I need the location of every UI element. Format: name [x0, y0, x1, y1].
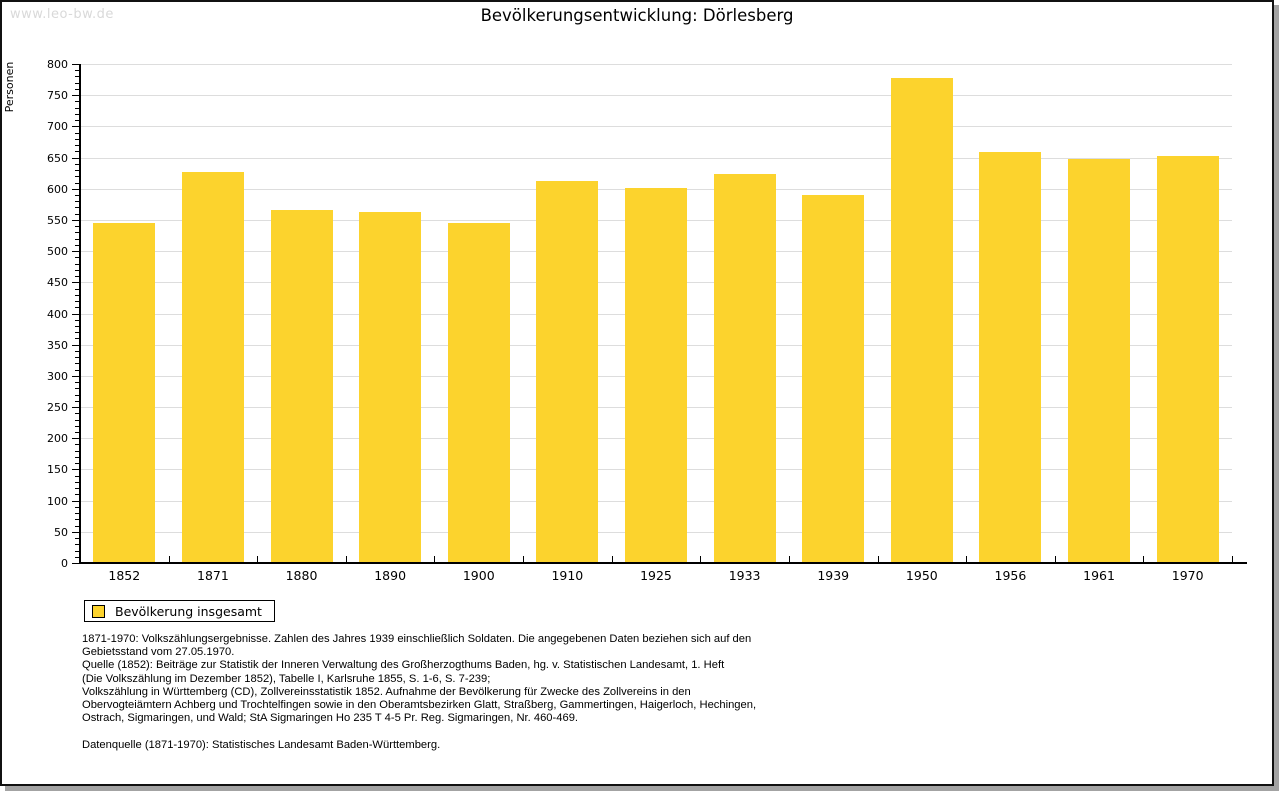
- y-minor-tick: [75, 83, 80, 84]
- x-tick-label: 1871: [197, 568, 229, 583]
- y-tick-label: 550: [47, 213, 68, 227]
- bar-1933: [714, 174, 776, 563]
- y-tick-label: 600: [47, 182, 68, 196]
- y-minor-tick: [75, 276, 80, 277]
- y-minor-tick: [75, 463, 80, 464]
- y-minor-tick: [75, 332, 80, 333]
- bar-1900: [448, 223, 510, 563]
- legend-label: Bevölkerung insgesamt: [115, 603, 262, 619]
- footnote-line: [82, 725, 756, 738]
- x-tick: [1143, 556, 1144, 562]
- bar-1950: [891, 78, 953, 563]
- footnote-line: Ostrach, Sigmaringen, und Wald; StA Sigmaringen Ho 235 T 4-5 Pr. Reg. Sigmaringen, Nr. 460-469.: [82, 712, 579, 725]
- y-minor-tick: [75, 432, 80, 433]
- y-minor-tick: [75, 239, 80, 240]
- x-tick-label: 1880: [285, 568, 318, 583]
- y-minor-tick: [75, 538, 80, 539]
- footnote-line: Quelle (1852): Beiträge zur Statistik der Inneren Verwaltung des Großherzogthums Baden, hg. v. Statistischen Landesamt, 1. Heft: [82, 659, 725, 672]
- bar-1925: [625, 188, 687, 563]
- y-tick-label: 150: [47, 463, 68, 477]
- y-minor-tick: [75, 326, 80, 327]
- gridline: [80, 95, 1232, 96]
- y-minor-tick: [75, 108, 80, 109]
- y-minor-tick: [75, 370, 80, 371]
- y-major-tick: [72, 345, 80, 346]
- y-major-tick: [72, 314, 80, 315]
- footnote-line: Obervogteiämtern Achberg und Trochtelfingen sowie in den Oberamtsbezirken Glatt, Straßberg, Gammertingen, Haigerloch, Hechingen,: [82, 698, 757, 711]
- y-minor-tick: [75, 120, 80, 121]
- footnote-line: 1871-1970: Volkszählungsergebnisse. Zahlen des Jahres 1939 einschließlich Soldaten. Die angegebenen Daten beziehen sich auf den: [82, 633, 752, 645]
- x-tick: [257, 556, 258, 562]
- y-major-tick: [72, 501, 80, 502]
- bar-1970: [1157, 156, 1219, 563]
- y-minor-tick: [75, 289, 80, 290]
- footnotes: [82, 633, 756, 752]
- gridline: [80, 158, 1232, 159]
- y-minor-tick: [75, 476, 80, 477]
- y-minor-tick: [75, 420, 80, 421]
- y-minor-tick: [75, 214, 80, 215]
- y-tick-label: 300: [47, 369, 68, 383]
- y-major-tick: [72, 563, 80, 564]
- footnote-line: (Die Volkszählung im Dezember 1852), Tabelle I, Karlsruhe 1855, S. 1-6, S. 7-239;: [82, 672, 491, 685]
- bar-1871: [182, 172, 244, 563]
- bar-1880: [271, 210, 333, 563]
- y-major-tick: [72, 64, 80, 65]
- x-tick: [1232, 556, 1233, 562]
- x-tick: [1055, 556, 1056, 562]
- y-minor-tick: [75, 76, 80, 77]
- y-minor-tick: [75, 245, 80, 246]
- x-tick: [878, 556, 879, 562]
- y-minor-tick: [75, 114, 80, 115]
- y-tick-label: 0: [61, 557, 68, 570]
- y-tick-label: 800: [47, 58, 68, 71]
- y-minor-tick: [75, 557, 80, 558]
- y-minor-tick: [75, 70, 80, 71]
- y-tick-label: 200: [47, 432, 68, 446]
- y-major-tick: [72, 158, 80, 159]
- x-tick: [346, 556, 347, 562]
- y-minor-tick: [75, 507, 80, 508]
- y-minor-tick: [75, 544, 80, 545]
- y-major-tick: [72, 95, 80, 96]
- y-minor-tick: [75, 270, 80, 271]
- y-minor-tick: [75, 101, 80, 102]
- x-tick: [169, 556, 170, 562]
- bar-1852: [93, 223, 155, 563]
- y-tick-label: 650: [47, 151, 68, 165]
- x-tick-label: 1956: [994, 568, 1027, 583]
- y-minor-tick: [75, 232, 80, 233]
- y-minor-tick: [75, 513, 80, 514]
- y-minor-tick: [75, 413, 80, 414]
- y-minor-tick: [75, 264, 80, 265]
- y-minor-tick: [75, 257, 80, 258]
- y-major-tick: [72, 407, 80, 408]
- y-major-tick: [72, 469, 80, 470]
- x-tick-label: 1961: [1083, 568, 1115, 583]
- x-axis-line: [79, 562, 1247, 564]
- y-major-tick: [72, 282, 80, 283]
- y-axis-title: Personen: [3, 61, 16, 113]
- y-tick-label: 500: [47, 245, 68, 259]
- y-minor-tick: [75, 301, 80, 302]
- y-minor-tick: [75, 451, 80, 452]
- y-major-tick: [72, 376, 80, 377]
- y-minor-tick: [75, 183, 80, 184]
- x-tick-label: 1970: [1171, 568, 1204, 583]
- y-minor-tick: [75, 488, 80, 489]
- x-tick-label: 1939: [817, 568, 850, 583]
- y-major-tick: [72, 438, 80, 439]
- y-minor-tick: [75, 482, 80, 483]
- y-minor-tick: [75, 201, 80, 202]
- y-minor-tick: [75, 363, 80, 364]
- bar-1939: [802, 195, 864, 563]
- y-major-tick: [72, 126, 80, 127]
- bar-1910: [536, 181, 598, 563]
- y-tick-label: 450: [47, 276, 68, 290]
- x-tick: [789, 556, 790, 562]
- y-minor-tick: [75, 145, 80, 146]
- y-major-tick: [72, 220, 80, 221]
- y-minor-tick: [75, 526, 80, 527]
- y-tick-label: 350: [47, 338, 68, 352]
- y-major-tick: [72, 189, 80, 190]
- x-tick-label: 1910: [551, 568, 584, 583]
- watermark: www.leo-bw.de: [10, 7, 114, 22]
- y-minor-tick: [75, 388, 80, 389]
- y-tick-label: 700: [47, 120, 68, 134]
- legend: [84, 600, 275, 622]
- y-minor-tick: [75, 170, 80, 171]
- y-minor-tick: [75, 176, 80, 177]
- y-minor-tick: [75, 357, 80, 358]
- y-minor-tick: [75, 151, 80, 152]
- y-minor-tick: [75, 307, 80, 308]
- y-minor-tick: [75, 195, 80, 196]
- y-minor-tick: [75, 133, 80, 134]
- y-minor-tick: [75, 395, 80, 396]
- y-minor-tick: [75, 320, 80, 321]
- x-tick-label: 1925: [640, 568, 672, 583]
- y-minor-tick: [75, 295, 80, 296]
- y-minor-tick: [75, 207, 80, 208]
- x-tick: [434, 556, 435, 562]
- x-tick-label: 1933: [728, 568, 761, 583]
- y-minor-tick: [75, 401, 80, 402]
- y-minor-tick: [75, 426, 80, 427]
- x-tick: [612, 556, 613, 562]
- bar-1961: [1068, 159, 1130, 563]
- y-major-tick: [72, 532, 80, 533]
- x-tick-label: 1900: [462, 568, 495, 583]
- legend-swatch: [92, 605, 105, 618]
- y-tick-label: 750: [47, 89, 68, 103]
- y-minor-tick: [75, 89, 80, 90]
- y-tick-label: 400: [47, 307, 68, 321]
- y-minor-tick: [75, 551, 80, 552]
- y-minor-tick: [75, 494, 80, 495]
- y-minor-tick: [75, 457, 80, 458]
- bar-1890: [359, 212, 421, 563]
- x-tick-label: 1852: [108, 568, 141, 583]
- chart-title: Bevölkerungsentwicklung: Dörlesberg: [480, 6, 794, 25]
- gridline: [80, 64, 1232, 65]
- y-major-tick: [72, 251, 80, 252]
- gridline: [80, 126, 1232, 127]
- footnote-line: Gebietsstand vom 27.05.1970.: [82, 646, 235, 659]
- footnote-line: Volkszählung in Württemberg (CD), Zollvereinsstatistik 1852. Aufnahme der Bevölkerung für Zwecke des Zollvereins in den: [82, 685, 691, 698]
- x-tick-label: 1950: [905, 568, 938, 583]
- y-minor-tick: [75, 338, 80, 339]
- x-tick: [966, 556, 967, 562]
- x-tick-label: 1890: [374, 568, 407, 583]
- x-tick: [700, 556, 701, 562]
- bar-1956: [979, 152, 1041, 563]
- y-tick-label: 100: [47, 494, 68, 508]
- y-minor-tick: [75, 519, 80, 520]
- footnote-line: Datenquelle (1871-1970): Statistisches Landesamt Baden-Württemberg.: [82, 738, 441, 751]
- y-minor-tick: [75, 226, 80, 227]
- y-minor-tick: [75, 382, 80, 383]
- x-tick: [523, 556, 524, 562]
- y-tick-label: 250: [47, 401, 68, 415]
- y-minor-tick: [75, 139, 80, 140]
- y-minor-tick: [75, 351, 80, 352]
- y-tick-label: 50: [54, 525, 68, 539]
- y-minor-tick: [75, 164, 80, 165]
- y-minor-tick: [75, 444, 80, 445]
